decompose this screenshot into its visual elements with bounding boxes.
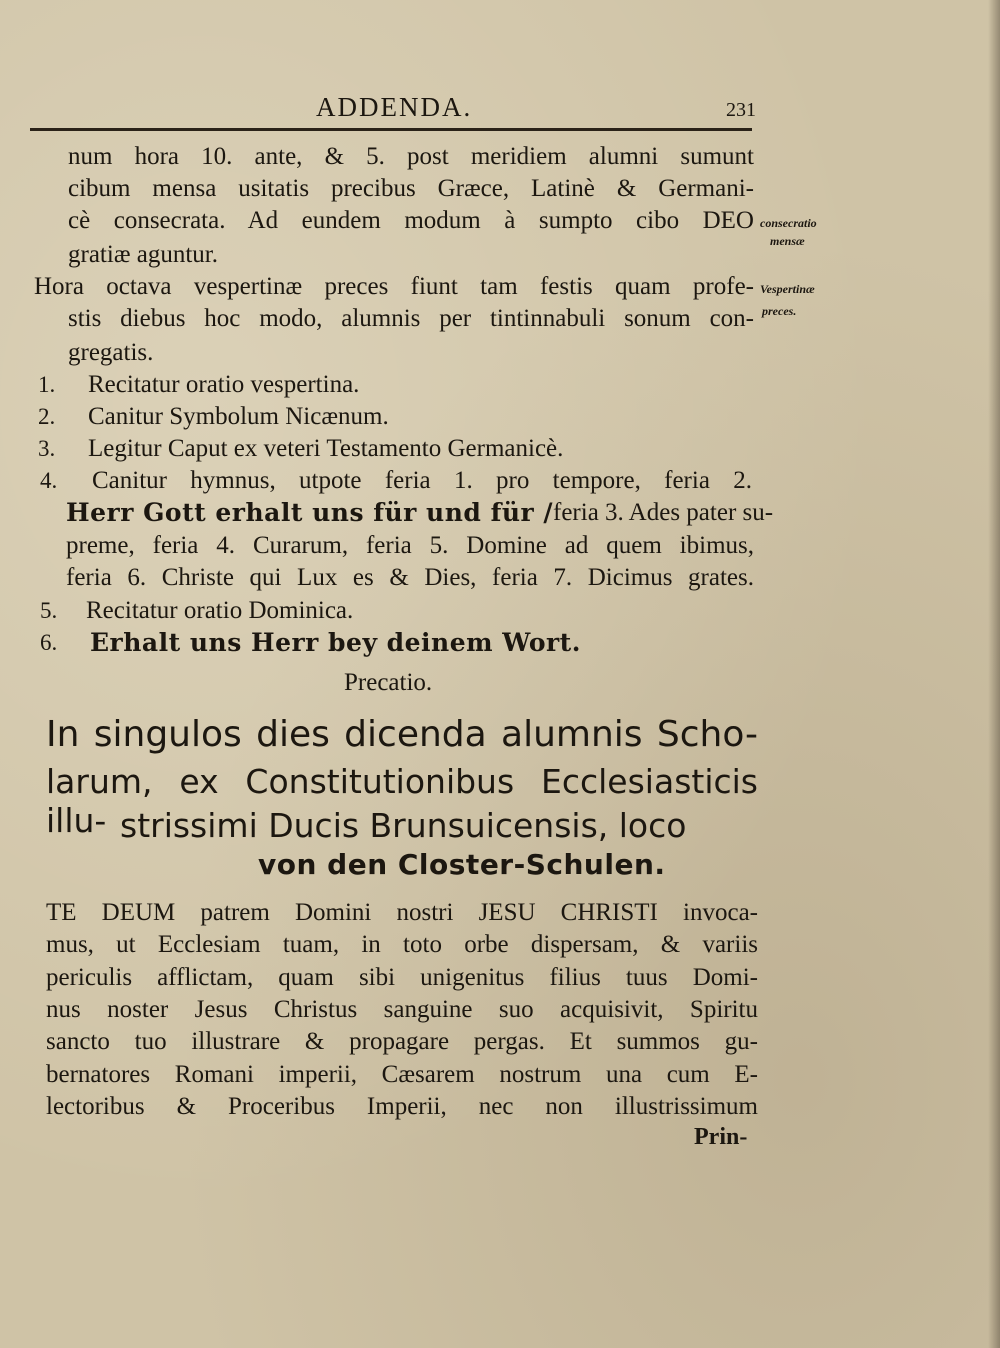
list-item: Recitatur oratio vespertina. — [88, 371, 360, 398]
list-item: preme, feria 4. Curarum, feria 5. Domine ad quem ibimus, — [66, 532, 754, 559]
list-number: 2. — [38, 404, 56, 429]
prayer-title-fraktur: von den Closter-Schulen. — [258, 848, 666, 881]
text-line: gratiæ aguntur. — [68, 241, 218, 268]
text-line: lectoribus & Proceribus Imperii, nec non illustrissimum — [46, 1093, 758, 1120]
list-item-fraktur: Erhalt uns Herr bey deinem Wort. — [90, 628, 581, 657]
list-item: Canitur Symbolum Nicænum. — [88, 403, 389, 430]
fraktur-hymn-title: Herr Gott erhalt uns für und für / — [66, 498, 554, 527]
header-rule — [30, 128, 752, 131]
margin-note: Vespertinæ — [760, 282, 815, 296]
prayer-title-line: In singulos dies dicenda alumnis Scho- — [46, 714, 758, 755]
text-line: cibum mensa usitatis precibus Græce, Latinè & Germani- — [68, 175, 754, 202]
list-number: 1. — [38, 372, 56, 397]
prayer-title-line: larum, ex Constitutionibus Ecclesiasticis illu- — [46, 762, 758, 840]
list-item: Canitur hymnus, utpote feria 1. pro tempore, feria 2. — [92, 467, 752, 494]
text-line: sancto tuo illustrare & propagare pergas. Et summos gu- — [46, 1028, 758, 1055]
text-line: stis diebus hoc modo, alumnis per tintinnabuli sonum con- — [68, 305, 754, 332]
margin-note: preces. — [762, 304, 797, 318]
text-line: num hora 10. ante, & 5. post meridiem alumni sumunt — [68, 143, 754, 170]
precatio-label: Precatio. — [344, 669, 433, 696]
text-line: gregatis. — [68, 339, 154, 366]
list-item: Legitur Caput ex veteri Testamento Germanicè. — [88, 435, 564, 462]
margin-note: consecratio — [760, 216, 817, 230]
list-item: feria 6. Christe qui Lux es & Dies, feria 7. Dicimus grates. — [66, 564, 754, 591]
list-number: 6. — [40, 630, 58, 655]
page-number: 231 — [726, 99, 756, 121]
list-number: 4. — [40, 468, 58, 493]
list-number: 5. — [40, 598, 58, 623]
page-edge-shadow — [988, 0, 1000, 1348]
text-line: cè consecrata. Ad eundem modum à sumpto cibo DEO — [68, 207, 754, 234]
text-line: Hora octava vespertinæ preces fiunt tam festis quam profe- — [34, 273, 754, 300]
text-fragment: feria 3. Ades pater su- — [553, 499, 774, 526]
text-line: nus noster Jesus Christus sanguine suo acquisivit, Spiritu — [46, 996, 758, 1023]
list-item-line — [66, 498, 774, 528]
list-item: Recitatur oratio Dominica. — [86, 597, 354, 624]
margin-note: mensæ — [770, 234, 805, 248]
text-line: bernatores Romani imperii, Cæsarem nostrum una cum E- — [46, 1061, 758, 1088]
text-line: TE DEUM patrem Domini nostri JESU CHRISTI invoca- — [46, 899, 758, 926]
text-line: periculis afflictam, quam sibi unigenitus filius tuus Domi- — [46, 964, 758, 991]
text-line: mus, ut Ecclesiam tuam, in toto orbe dispersam, & variis — [46, 931, 758, 958]
prayer-title-line: strissimi Ducis Brunsuicensis, loco — [120, 806, 687, 845]
list-number: 3. — [38, 436, 56, 461]
running-header: ADDENDA. — [316, 92, 473, 122]
catchword: Prin- — [694, 1124, 748, 1150]
